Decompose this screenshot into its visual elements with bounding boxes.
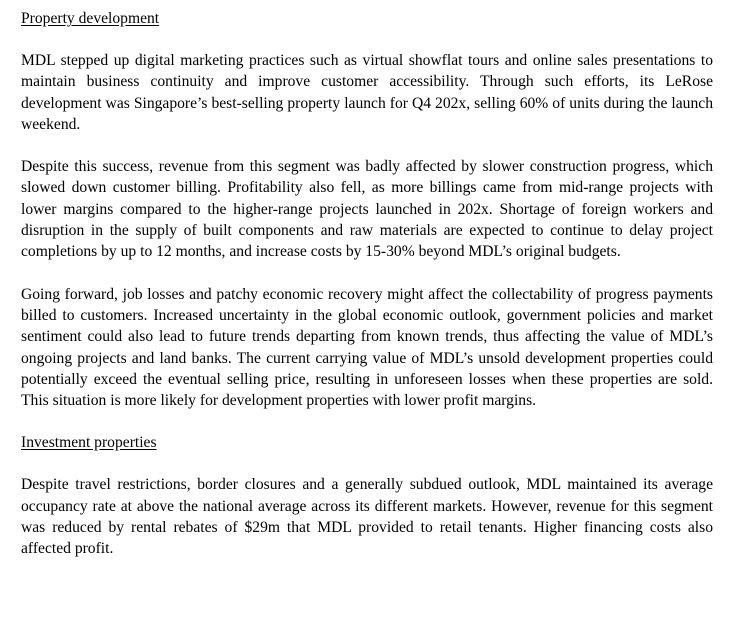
paragraph-outlook: Going forward, job losses and patchy economic recovery might affect the collectability of progress payments billed to customers. Increased uncertainty in the global economic outlook, government policies and market sentiment could also lead to future trends departing from known trends, thus affecting the value of MDL’s ongoing projects and land banks. The current carrying value of MDL’s unsold development properties could potentially exceed the eventual selling price, resulting in unforeseen losses when these properties are sold. This situation is more likely for development properties with lower profit margins. bbox=[21, 285, 713, 410]
section-property-development bbox=[21, 8, 713, 50]
section-heading-property-development: Property development bbox=[21, 10, 160, 27]
section-investment-properties bbox=[21, 432, 713, 474]
paragraph-digital-marketing: MDL stepped up digital marketing practices such as virtual showflat tours and online sales presentations to maintain business continuity and improve customer accessibility. Through such efforts, its LeRose development was Singapore’s best-selling property launch for Q4 202x, selling 60% of units during the launch weekend. bbox=[21, 52, 713, 133]
paragraph-occupancy: Despite travel restrictions, border closures and a generally subdued outlook, MDL maintained its average occupancy rate at above the national average across its different markets. However, revenue for this segment was reduced by rental rebates of $29m that MDL provided to retail tenants. Higher financing costs also affected profit. bbox=[21, 476, 713, 558]
section-heading-investment-properties: Investment properties bbox=[21, 434, 157, 452]
document-body bbox=[21, 8, 713, 560]
paragraph-revenue-impact: Despite this success, revenue from this segment was badly affected by slower construction progress, which slowed down customer billing. Profitability also fell, as more billings came from mid-range projects with lower margins compared to the higher-range projects launched in 202x. Shortage of foreign workers and disruption in the supply of built components and raw materials are expected to continue to delay project completions by up to 12 months, and increase costs by 15-30% beyond MDL’s original budgets. bbox=[21, 158, 713, 261]
